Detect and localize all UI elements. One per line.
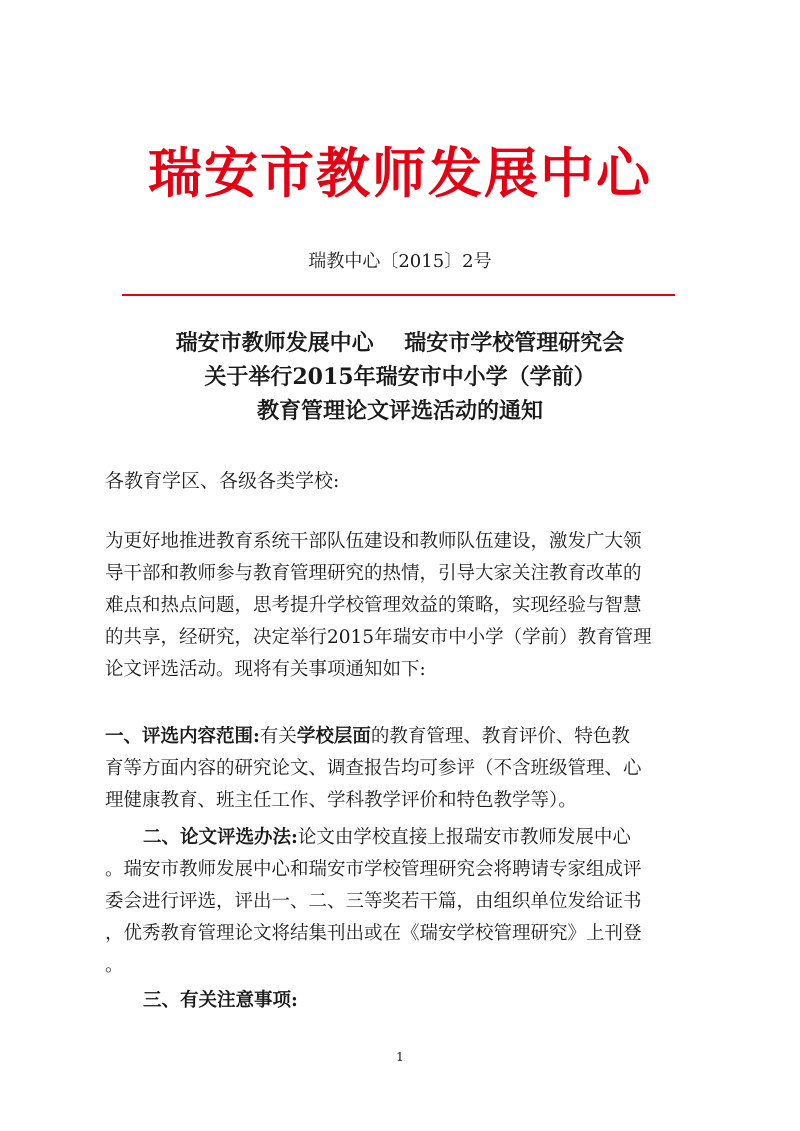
- red-divider-line: [122, 294, 675, 296]
- section-2-line: [105, 822, 697, 854]
- intro-line: 论文评选活动。现将有关事项通知如下:: [105, 659, 426, 680]
- section-2-line: 。: [105, 955, 124, 976]
- intro-line: 难点和热点问题，思考提升学校管理效益的策略，实现经验与智慧: [105, 595, 642, 616]
- section-1-line: [105, 721, 697, 753]
- page-number: 1: [396, 1050, 404, 1064]
- section-1-paragraph: [105, 721, 697, 817]
- document-number: 瑞教中心〔2015〕2号: [308, 251, 492, 272]
- masthead-title: 瑞安市教师发展中心: [148, 142, 652, 205]
- section-1-heading: 一、评选内容范围:: [105, 726, 260, 747]
- section-2-line: 委会进行评选，评出一、二、三等奖若干篇，由组织单位发给证书: [105, 891, 642, 912]
- section-2-paragraph: [105, 822, 697, 982]
- title-line-2: 关于举行2015年瑞安市中小学（学前）: [204, 364, 596, 390]
- section-1-text: 有关: [259, 726, 297, 747]
- intro-line: 导干部和教师参与教育管理研究的热情，引导大家关注教育改革的: [105, 563, 642, 584]
- section-3-paragraph: [105, 985, 697, 1017]
- section-1-text: 的教育管理、教育评价、特色教: [370, 726, 630, 747]
- section-2-text: 论文由学校直接上报瑞安市教师发展中心: [297, 827, 631, 848]
- notice-title: [0, 326, 800, 428]
- section-1-line: 育等方面内容的研究论文、调查报告均可参评（不含班级管理、心: [105, 758, 642, 779]
- section-2-line: ，优秀教育管理论文将结集刊出或在《瑞安学校管理研究》上刊登: [105, 923, 642, 944]
- section-1-line: 理健康教育、班主任工作、学科教学评价和特色教学等）。: [105, 790, 577, 811]
- intro-paragraph: [105, 526, 697, 686]
- intro-line: 为更好地推进教育系统干部队伍建设和教师队伍建设，激发广大领: [105, 531, 642, 552]
- section-3-heading: 三、有关注意事项:: [143, 990, 298, 1011]
- section-1-emphasis: 学校层面: [296, 726, 371, 747]
- salutation: 各教育学区、各级各类学校:: [105, 470, 340, 492]
- title-line-3: 教育管理论文评选活动的通知: [256, 398, 543, 424]
- intro-line: 的共享，经研究，决定举行2015年瑞安市中小学（学前）教育管理: [105, 627, 652, 648]
- section-2-heading: 二、论文评选办法:: [143, 827, 298, 848]
- title-line-1: 瑞安市教师发展中心 瑞安市学校管理研究会: [175, 330, 625, 356]
- section-2-line: 。瑞安市教师发展中心和瑞安市学校管理研究会将聘请专家组成评: [105, 859, 642, 880]
